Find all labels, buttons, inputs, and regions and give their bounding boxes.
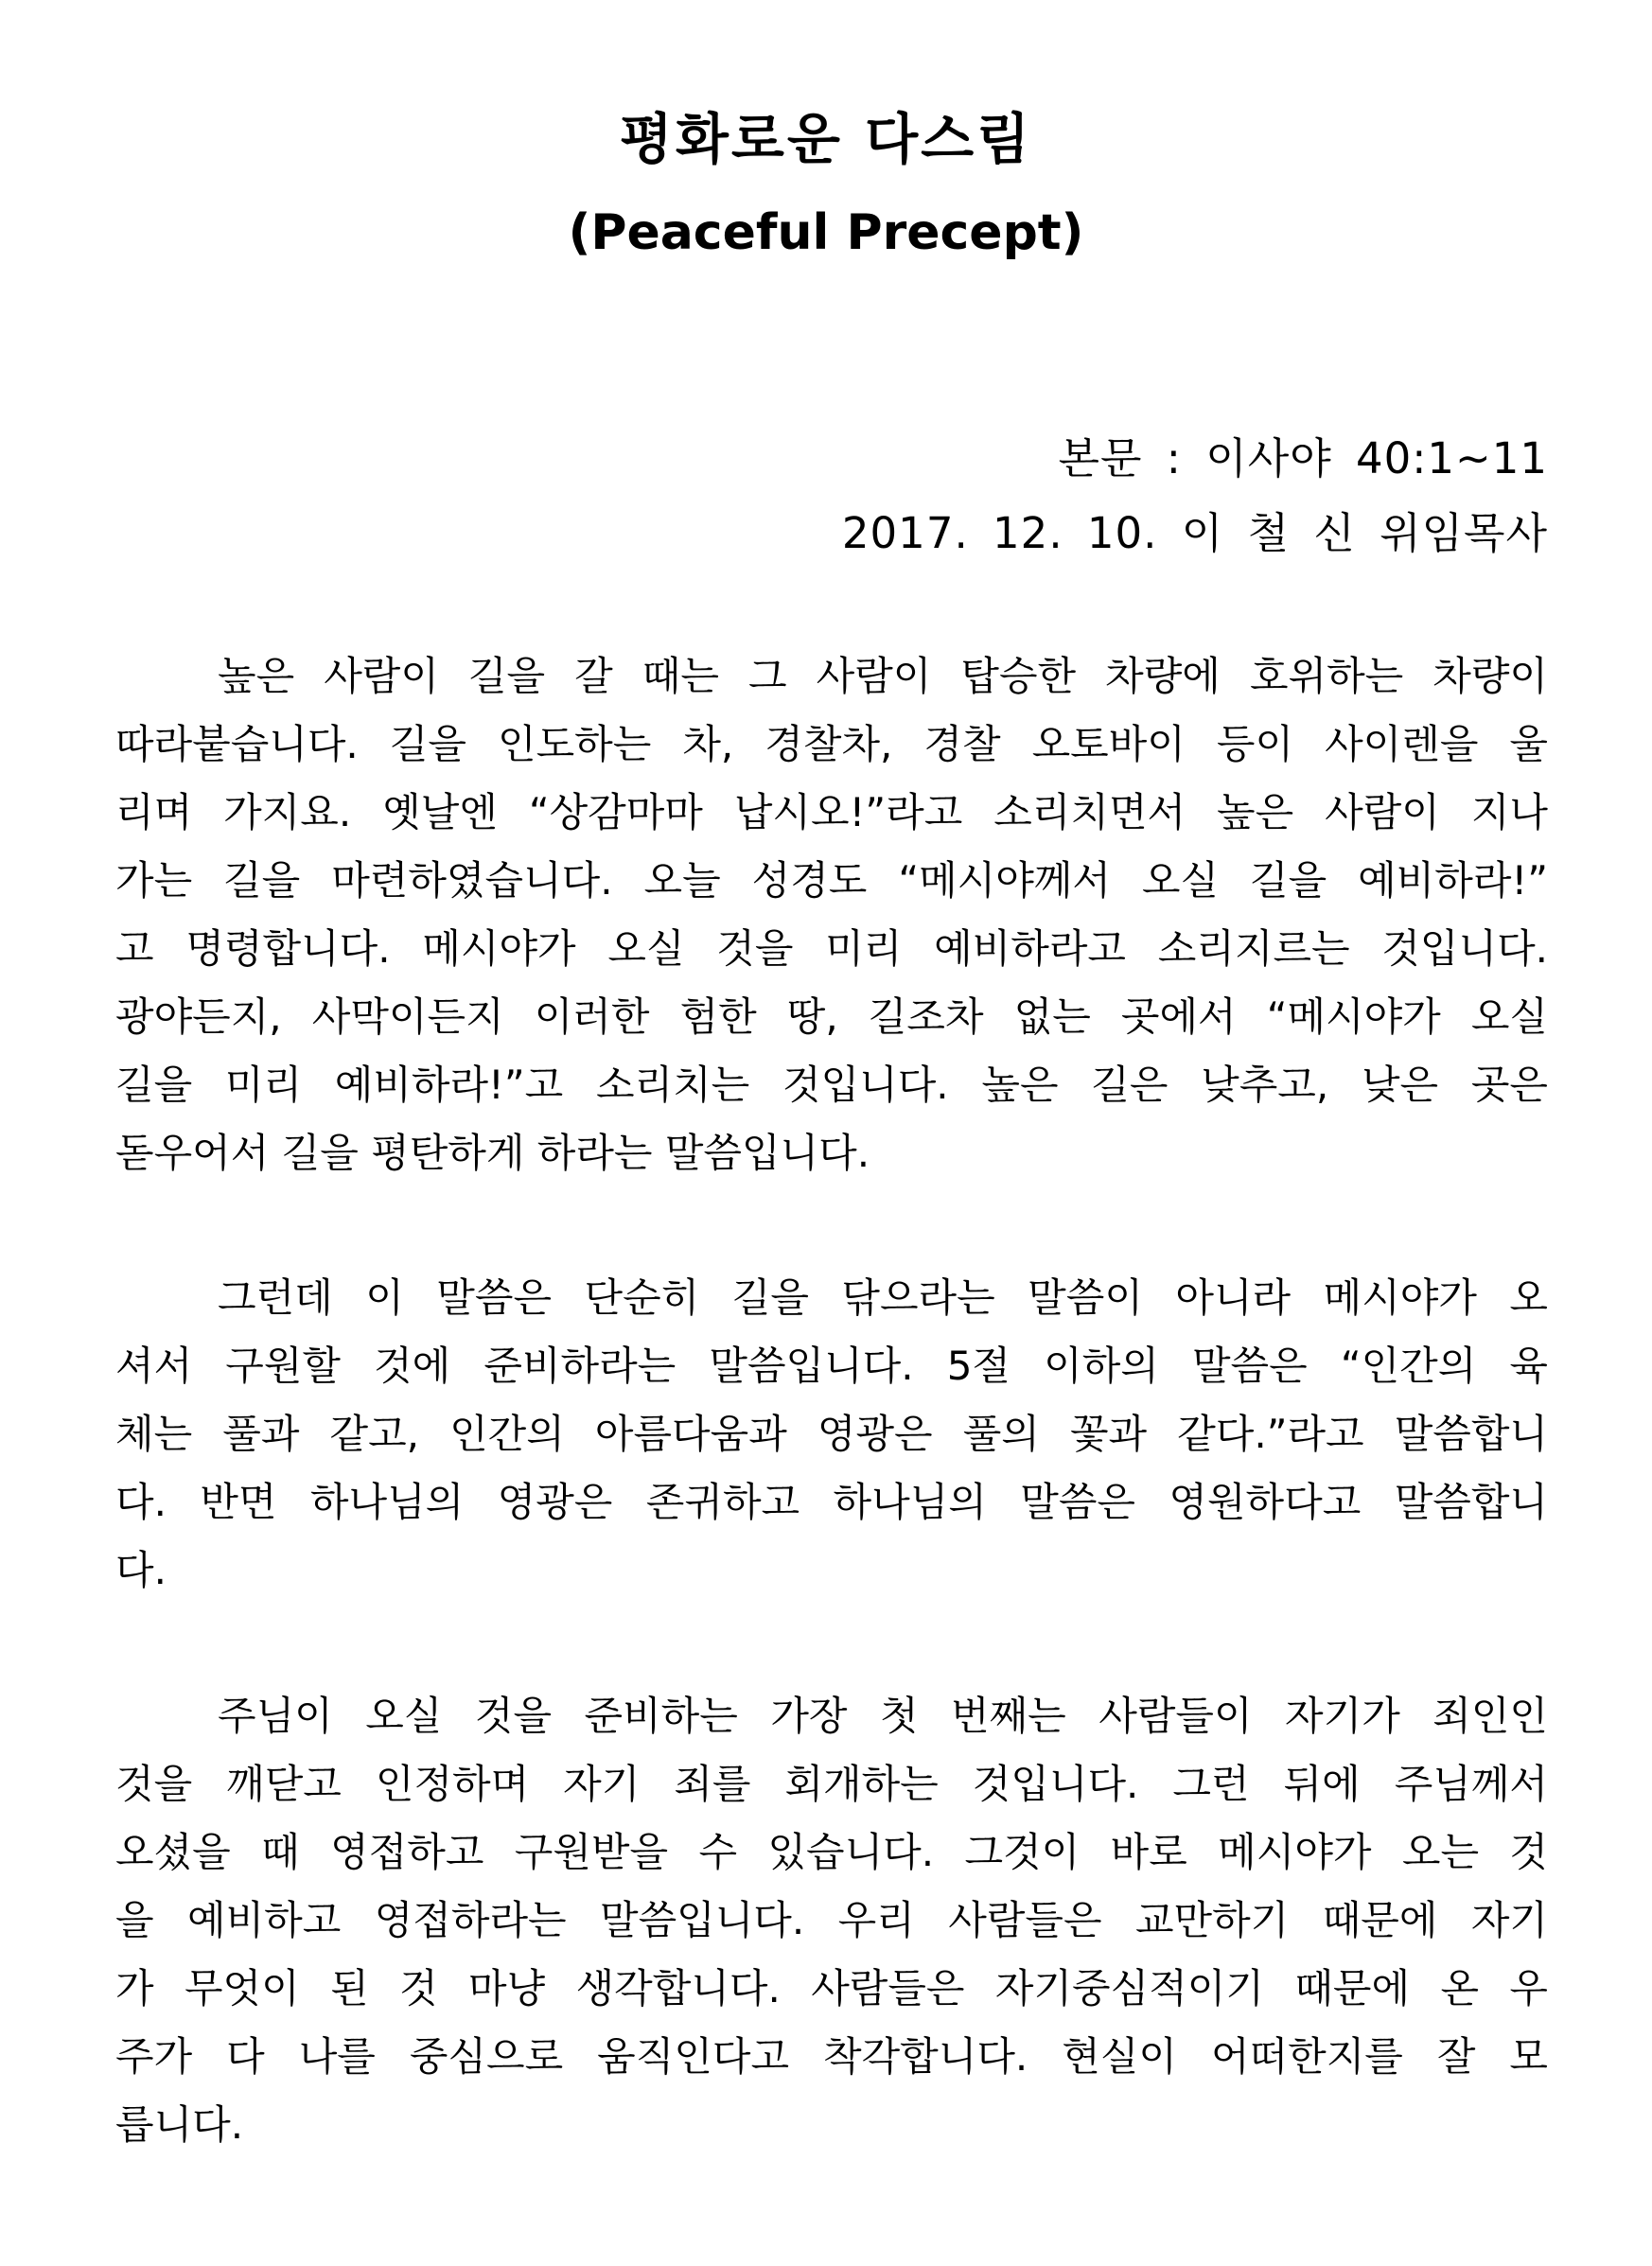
text-line: 주님이 오실 것을 준비하는 가장 첫 번째는 사람들이 자기가 죄인인 — [218, 1693, 1548, 1739]
text-line: 을 예비하고 영접하라는 말씀입니다. 우리 사람들은 교만하기 때문에 자기 — [115, 1897, 1548, 1943]
text-line: 체는 풀과 같고, 인간의 아름다움과 영광은 풀의 꽃과 같다.”라고 말씀합니 — [115, 1411, 1548, 1457]
paragraph-2 — [115, 1264, 1548, 1605]
page-title: 평화로운 다스림 — [619, 107, 1033, 171]
text-line: 것을 깨닫고 인정하며 자기 죄를 회개하는 것입니다. 그런 뒤에 주님께서 — [115, 1761, 1548, 1807]
text-line: 릅니다. — [115, 2101, 244, 2148]
text-line: 오셨을 때 영접하고 구원받을 수 있습니다. 그것이 바로 메시야가 오는 것 — [115, 1829, 1548, 1875]
paragraph-3 — [115, 1682, 1548, 2159]
text-line: 가 무엇이 된 것 마냥 생각합니다. 사람들은 자기중심적이기 때문에 온 우 — [115, 1965, 1548, 2011]
text-line: 그런데 이 말씀은 단순히 길을 닦으라는 말씀이 아니라 메시야가 오 — [218, 1274, 1548, 1321]
text-line: 가는 길을 마련하였습니다. 오늘 성경도 “메시야께서 오실 길을 예비하라!” — [115, 857, 1548, 904]
scripture-reference: 본문 : 이사야 40:1~11 — [1058, 433, 1548, 483]
date-author: 2017. 12. 10. 이 철 신 위임목사 — [841, 508, 1548, 558]
text-line: 높은 사람이 길을 갈 때는 그 사람이 탑승한 차량에 호위하는 차량이 — [218, 653, 1548, 699]
page-subtitle: (Peaceful Precept) — [568, 204, 1084, 261]
text-line: 고 명령합니다. 메시야가 오실 것을 미리 예비하라고 소리지르는 것입니다. — [115, 925, 1548, 972]
text-line: 따라붙습니다. 길을 인도하는 차, 경찰차, 경찰 오토바이 등이 사이렌을 울 — [115, 721, 1548, 767]
text-line: 길을 미리 예비하라!”고 소리치는 것입니다. 높은 길은 낮추고, 낮은 곳은 — [115, 1062, 1548, 1108]
text-line: 다. 반면 하나님의 영광은 존귀하고 하나님의 말씀은 영원하다고 말씀합니 — [115, 1479, 1548, 1525]
text-line: 셔서 구원할 것에 준비하라는 말씀입니다. 5절 이하의 말씀은 “인간의 육 — [115, 1343, 1548, 1389]
text-line: 다. — [115, 1547, 167, 1593]
text-line: 리며 가지요. 옛날엔 “상감마마 납시오!”라고 소리치면서 높은 사람이 지나 — [115, 789, 1548, 835]
text-line: 돋우어서 길을 평탄하게 하라는 말씀입니다. — [115, 1130, 870, 1176]
text-line: 주가 다 나를 중심으로 움직인다고 착각합니다. 현실이 어떠한지를 잘 모 — [115, 2033, 1548, 2080]
text-line: 광야든지, 사막이든지 이러한 험한 땅, 길조차 없는 곳에서 “메시야가 오실 — [115, 993, 1548, 1040]
paragraph-1 — [115, 642, 1548, 1187]
